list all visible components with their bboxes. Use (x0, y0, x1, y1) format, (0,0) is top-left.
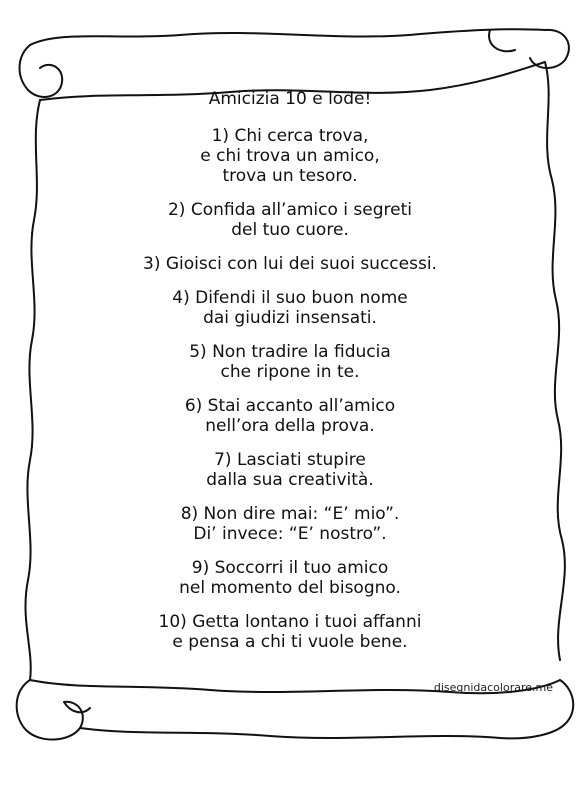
rule-line: 2) Confida all’amico i segreti (167, 200, 413, 220)
rule-line: 3) Gioisci con lui dei suoi successi. (143, 254, 437, 274)
rule-line: 9) Soccorri il tuo amico (191, 558, 389, 578)
rule-item (110, 450, 470, 490)
rule-line: dai giudizi insensati. (203, 308, 377, 328)
rule-line: 4) Difendi il suo buon nome (172, 288, 408, 308)
rule-line: 8) Non dire mai: “E’ mio”. (180, 504, 400, 524)
rule-item (110, 396, 470, 436)
rule-item (110, 288, 470, 328)
rule-line: 1) Chi cerca trova, (211, 126, 369, 146)
rule-line: del tuo cuore. (231, 220, 349, 240)
rule-item (110, 558, 470, 598)
rule-line: 10) Getta lontano i tuoi affanni (158, 612, 422, 632)
rule-item (110, 254, 470, 274)
rule-item (110, 504, 470, 544)
rule-item (110, 612, 470, 652)
friendship-rules-text (110, 88, 470, 666)
rule-line: 7) Lasciati stupire (214, 450, 366, 470)
rule-line: e chi trova un amico, (200, 146, 380, 166)
rule-line: Di’ invece: “E’ nostro”. (193, 524, 387, 544)
rule-line: nel momento del bisogno. (179, 578, 401, 598)
page-title: Amicizia 10 e lode! (208, 89, 372, 109)
rule-line: che ripone in te. (220, 362, 360, 382)
rule-item (110, 342, 470, 382)
rule-item (110, 200, 470, 240)
rule-line: dalla sua creatività. (206, 470, 374, 490)
site-credit: disegnidacolorare.me (433, 681, 553, 694)
rule-line: 5) Non tradire la fiducia (189, 342, 391, 362)
rule-line: 6) Stai accanto all’amico (184, 396, 396, 416)
rule-line: nell’ora della prova. (205, 416, 375, 436)
rule-line: e pensa a chi ti vuole bene. (172, 632, 408, 652)
rule-item (110, 126, 470, 186)
rule-line: trova un tesoro. (222, 166, 358, 186)
